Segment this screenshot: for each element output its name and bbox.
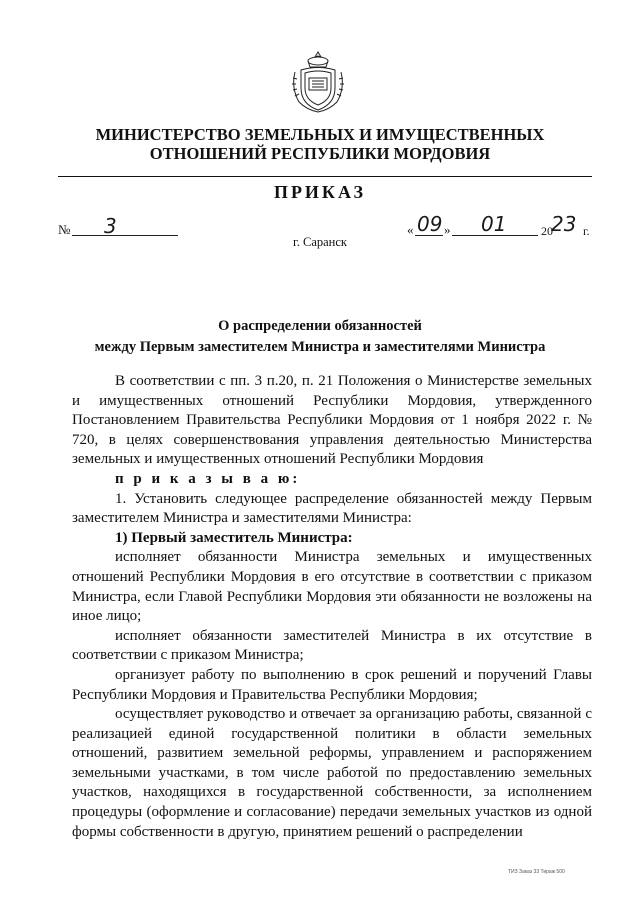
date-day-value: 09 xyxy=(417,212,443,236)
duty-paragraph: исполняет обязанности заместителей Министра в их отсутствие в соответствии с приказом Министра; xyxy=(72,627,592,664)
date-year-prefix: 20 xyxy=(541,224,553,238)
document-type-title: ПРИКАЗ xyxy=(273,182,367,202)
order-number-value: 3 xyxy=(104,214,117,238)
coat-of-arms-icon xyxy=(287,48,349,114)
print-mark: ТИЗ Заказ 33 Тираж 500 xyxy=(508,869,565,875)
date-open-quote: « xyxy=(407,222,414,237)
order-number-label: № xyxy=(58,222,71,237)
order-subject-line1: О распределении обязанностей xyxy=(218,318,422,334)
duty-paragraph: осуществляет руководство и отвечает за организацию работы, связанной с реализацией единой государственной политики в области земельных отношений, развитием земельной реформы, управлением и распоряжением земельными участками, в том числе работой по предоставлению земельных участков, находящихся в государственной собственности, за исполнением процедуры (оформление и согласование) передачи земельных участков из одной формы собственности в другую, принятием решений о распределении xyxy=(72,706,592,840)
city-name: г. Саранск xyxy=(293,235,347,249)
date-close-quote: » xyxy=(444,222,451,237)
sub-item-heading: 1) Первый заместитель Министра: xyxy=(115,529,353,546)
date-year-suffix: г. xyxy=(583,224,590,238)
preamble-paragraph: В соответствии с пп. 3 п.20, п. 21 Положения о Министерстве земельных и имущественных отношений Республики Мордовия, утвержденного Постановлением Правительства Республики Мордовия от 1 ноября 2022 г. № 720, в целях совершенствования управления деятельностью Министерства земельных и имущественных отношений Республики Мордовия xyxy=(72,373,592,468)
order-subject-line2: между Первым заместителем Министра и заместителями Министра xyxy=(94,339,546,355)
ministry-name-line2: ОТНОШЕНИЙ РЕСПУБЛИКИ МОРДОВИЯ xyxy=(149,144,491,163)
item-1-paragraph: 1. Установить следующее распределение обязанностей между Первым заместителем Министра и заместителями Министра: xyxy=(72,490,592,527)
ministry-name-line1: МИНИСТЕРСТВО ЗЕМЕЛЬНЫХ И ИМУЩЕСТВЕННЫХ xyxy=(95,125,545,144)
order-word: п р и к а з ы в а ю: xyxy=(115,470,301,487)
date-year-value: 23 xyxy=(551,212,577,236)
duty-paragraph: организует работу по выполнению в срок решений и поручений Главы Республики Мордовия и Правительства Республики Мордовия; xyxy=(72,666,592,703)
duty-paragraph: исполняет обязанности Министра земельных и имущественных отношений Республики Мордовия в его отсутствие в соответствии с приказом Министра, если Главой Республики Мордовия эти обязанности не возложены на иное лицо; xyxy=(72,549,592,625)
date-month-value: 01 xyxy=(481,212,507,236)
header-divider xyxy=(58,176,592,177)
order-body xyxy=(72,372,592,842)
